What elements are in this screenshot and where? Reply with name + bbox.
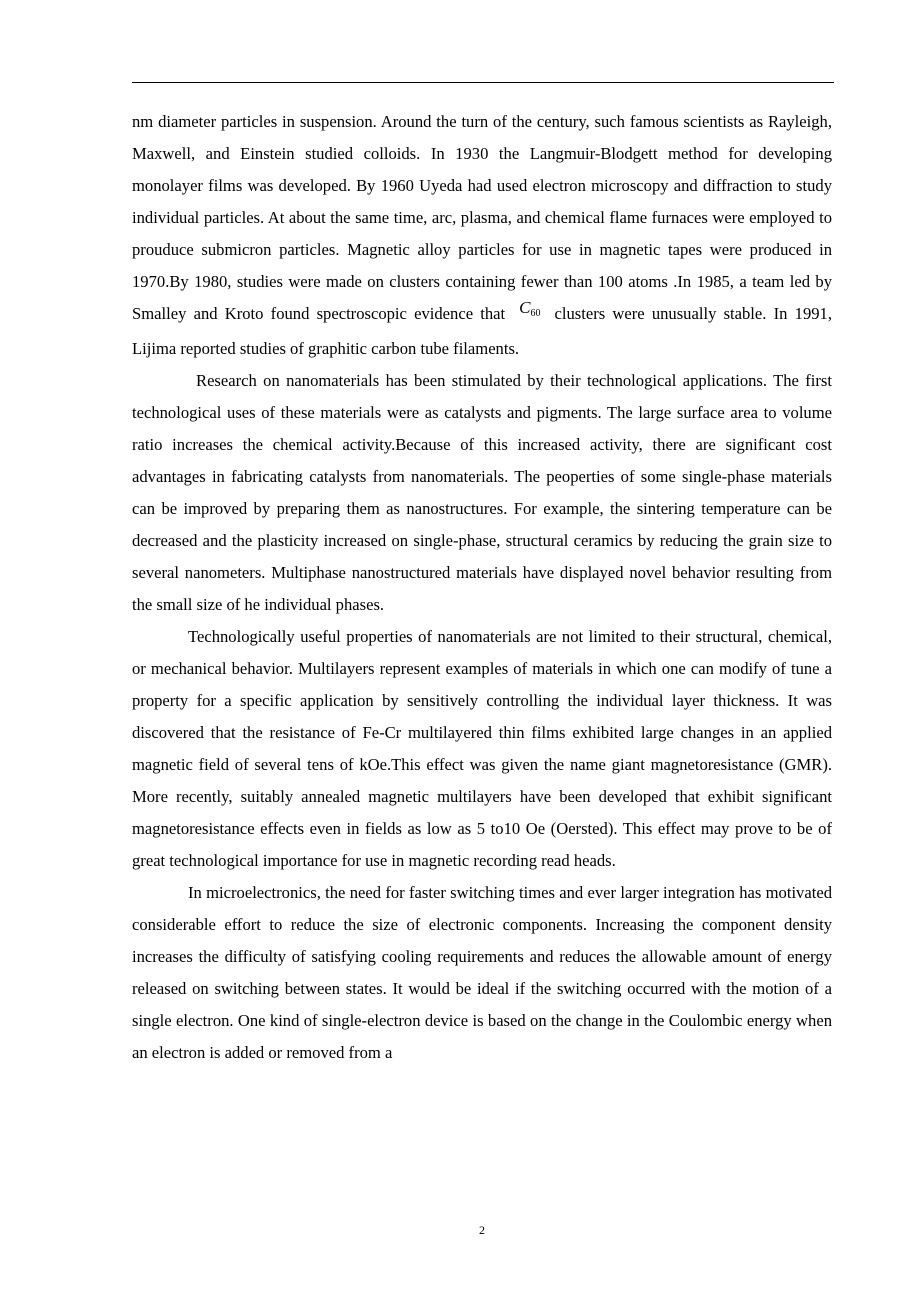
paragraph-1 [132,106,832,365]
paragraph-4: In microelectronics, the need for faster switching times and ever larger integration has motivated considerable effort to reduce the size of electronic components. Increasing the component density increases the difficulty of satisfying cooling requirements and reduces the allowable amount of energy released on switching between states. It would be ideal if the switching occurred with the motion of a single electron. One kind of single-electron device is based on the change in the Coulombic energy when an electron is added or removed from a [132,883,832,1062]
paragraph-2: Research on nanomaterials has been stimulated by their technological applications. The first technological uses of these materials were as catalysts and pigments. The large surface area to volume ratio increases the chemical activity.Because of this increased activity, there are significant cost advantages in fabricating catalysts from nanomaterials. The peoperties of some single-phase materials can be improved by preparing them as nanostructures. For example, the sintering temperature can be decreased and the plasticity increased on single-phase, structural ceramics by reducing the grain size to several nanometers. Multiphase nanostructured materials have displayed novel behavior resulting from the small size of he individual phases. [132,371,832,614]
header-rule [132,82,834,83]
formula-base: C [519,298,531,317]
paragraph-3: Technologically useful properties of nanomaterials are not limited to their structural, chemical, or mechanical behavior. Multilayers represent examples of materials in which one can modify of tune a property for a specific application by sensitively controlling the individual layer thickness. It was discovered that the resistance of Fe-Cr multilayered thin films exhibited large changes in an applied magnetic field of several tens of kOe.This effect was given the name giant magnetoresistance (GMR). More recently, suitably annealed magnetic multilayers have been developed that exhibit significant magnetoresistance effects even in fields as low as 5 to10 Oe (Oersted). This effect may prove to be of great technological importance for use in magnetic recording read heads. [132,627,832,870]
paragraph-1-text: nm diameter particles in suspension. Around the turn of the century, such famous scientists as Rayleigh, Maxwell, and Einstein studied colloids. In 1930 the Langmuir-Blodgett method for developing monolayer films was developed. By 1960 Uyeda had used electron microscopy and diffraction to study individual particles. At about the same time, arc, plasma, and chemical flame furnaces were employed to prouduce submicron particles. Magnetic alloy particles for use in magnetic tapes were produced in 1970.By 1980, studies were made on clusters containing fewer than 100 atoms .In 1985, a team led by Smalley and Kroto found spectroscopic evidence that [132,112,832,323]
c60-formula [519,298,540,333]
paragraph-1-continued: clusters were unusually stable. In 1991, Lijima reported studies of graphitic carbon tube filaments. [132,304,832,358]
document-body [132,106,832,1069]
page-number: 2 [479,1223,485,1237]
formula-subscript: 60 [530,308,541,319]
